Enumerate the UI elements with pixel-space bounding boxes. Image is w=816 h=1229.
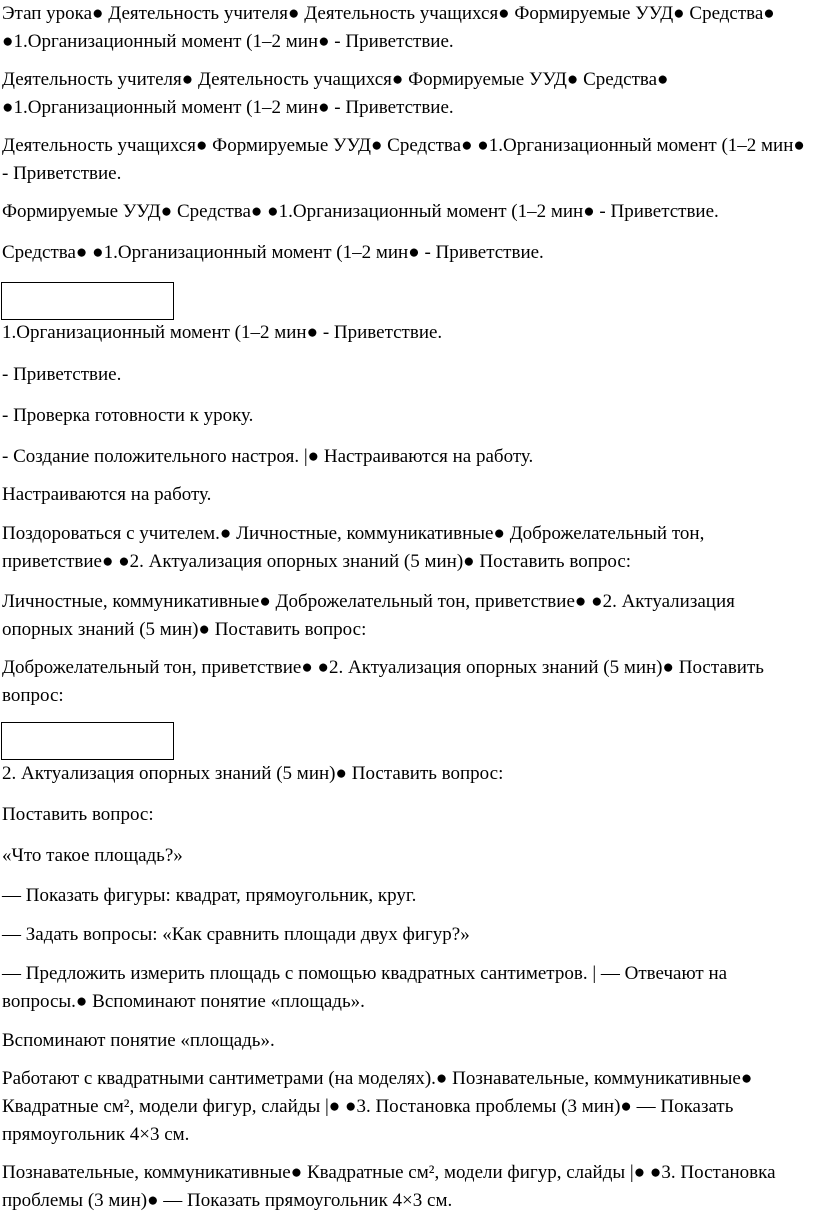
paragraph-14: 2. Актуализация опорных знаний (5 мин)● Поставить вопрос: — [2, 763, 504, 784]
paragraph-18: — Задать вопросы: «Как сравнить площади двух фигур?» — [2, 924, 470, 945]
paragraph-2: Деятельность учителя● Деятельность учащихся● Формируемые УУД● Средства● ●1.Организационный момент (1–2 мин● - Приветствие. — [2, 69, 669, 118]
paragraph-5: Средства● ●1.Организационный момент (1–2 мин● - Приветствие. — [2, 242, 544, 263]
empty-table-cell — [1, 282, 174, 320]
paragraph-12: Личностные, коммуникативные● Доброжелательный тон, приветствие● ●2. Актуализация опорных знаний (5 мин)● Поставить вопрос: — [2, 591, 735, 640]
paragraph-6: 1.Организационный момент (1–2 мин● - Приветствие. — [2, 322, 443, 343]
paragraph-20: Вспоминают понятие «площадь». — [2, 1030, 275, 1051]
paragraph-4: Формируемые УУД● Средства● ●1.Организационный момент (1–2 мин● - Приветствие. — [2, 201, 719, 222]
paragraph-19: — Предложить измерить площадь с помощью квадратных сантиметров. | — Отвечают на вопросы.● Вспоминают понятие «площадь». — [2, 963, 728, 1012]
paragraph-1: Этап урока● Деятельность учителя● Деятельность учащихся● Формируемые УУД● Средства● ●1.Организационный момент (1–2 мин● - Приветствие. — [2, 3, 775, 52]
paragraph-15: Поставить вопрос: — [2, 804, 154, 825]
paragraph-16: «Что такое площадь?» — [2, 845, 183, 866]
paragraph-9: - Создание положительного настроя. |● Настраиваются на работу. — [2, 446, 534, 467]
paragraph-7: - Приветствие. — [2, 364, 122, 385]
paragraph-3: Деятельность учащихся● Формируемые УУД● Средства● ●1.Организационный момент (1–2 мин● - Приветствие. — [2, 135, 805, 184]
paragraph-13: Доброжелательный тон, приветствие● ●2. Актуализация опорных знаний (5 мин)● Поставить вопрос: — [2, 657, 764, 706]
empty-table-cell — [1, 722, 174, 760]
paragraph-17: — Показать фигуры: квадрат, прямоугольник, круг. — [2, 885, 417, 906]
paragraph-8: - Проверка готовности к уроку. — [2, 405, 254, 426]
paragraph-10: Настраиваются на работу. — [2, 484, 212, 505]
paragraph-21: Работают с квадратными сантиметрами (на моделях).● Познавательные, коммуникативные● Квадратные см², модели фигур, слайды |● ●3. Постановка проблемы (3 мин)● — Показать прямоугольник 4×3 см. — [2, 1068, 753, 1145]
paragraph-11: Поздороваться с учителем.● Личностные, коммуникативные● Доброжелательный тон, приветствие● ●2. Актуализация опорных знаний (5 мин)● Поставить вопрос: — [2, 523, 705, 572]
paragraph-22: Познавательные, коммуникативные● Квадратные см², модели фигур, слайды |● ●3. Постановка проблемы (3 мин)● — Показать прямоугольник 4×3 см. — [2, 1162, 776, 1211]
